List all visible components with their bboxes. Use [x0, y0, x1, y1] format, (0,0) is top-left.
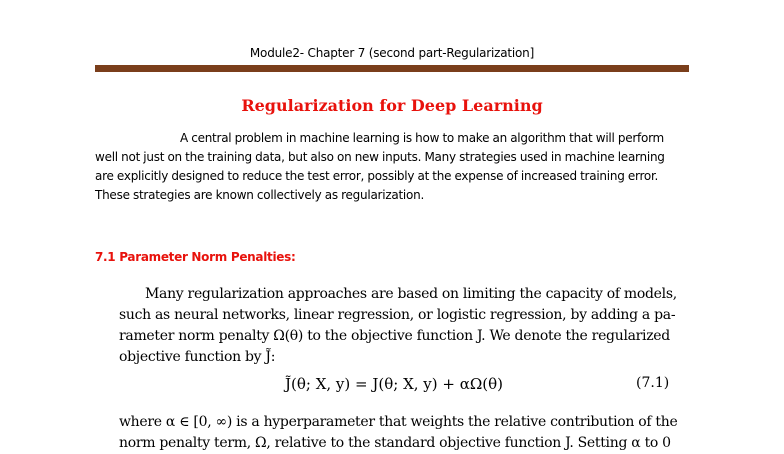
intro-line: well not just on the training data, but also on new inputs. Many strategies used in machine learning: [95, 150, 665, 164]
running-header: Module2- Chapter 7 (second part-Regularization]: [249, 46, 535, 60]
intro-line: These strategies are known collectively as regularization.: [95, 188, 425, 202]
header-rule: [95, 65, 689, 72]
book-line: norm penalty term, Ω, relative to the standard objective function J. Setting α to 0: [119, 435, 671, 451]
intro-paragraph: [95, 129, 689, 205]
book-line: objective function by J̃:: [119, 349, 276, 365]
book-line: such as neural networks, linear regression, or logistic regression, by adding a pa-: [119, 307, 676, 323]
document-title: Regularization for Deep Learning: [241, 96, 543, 115]
book-excerpt: [119, 284, 677, 368]
book-line: rameter norm penalty Ω(θ) to the objective function J. We denote the regularized: [119, 328, 670, 344]
equation: J̃(θ; X, y) = J(θ; X, y) + αΩ(θ): [285, 375, 504, 393]
equation-number: (7.1): [636, 375, 670, 391]
section-heading: 7.1 Parameter Norm Penalties:: [95, 250, 296, 264]
book-excerpt-continued: [119, 412, 677, 454]
intro-line: are explicitly designed to reduce the test error, possibly at the expense of increased training error.: [95, 169, 659, 183]
book-line: Many regularization approaches are based on limiting the capacity of models,: [145, 286, 677, 302]
intro-line: A central problem in machine learning is how to make an algorithm that will perform: [180, 131, 665, 145]
book-line: where α ∈ [0, ∞) is a hyperparameter that weights the relative contribution of the: [119, 414, 678, 430]
